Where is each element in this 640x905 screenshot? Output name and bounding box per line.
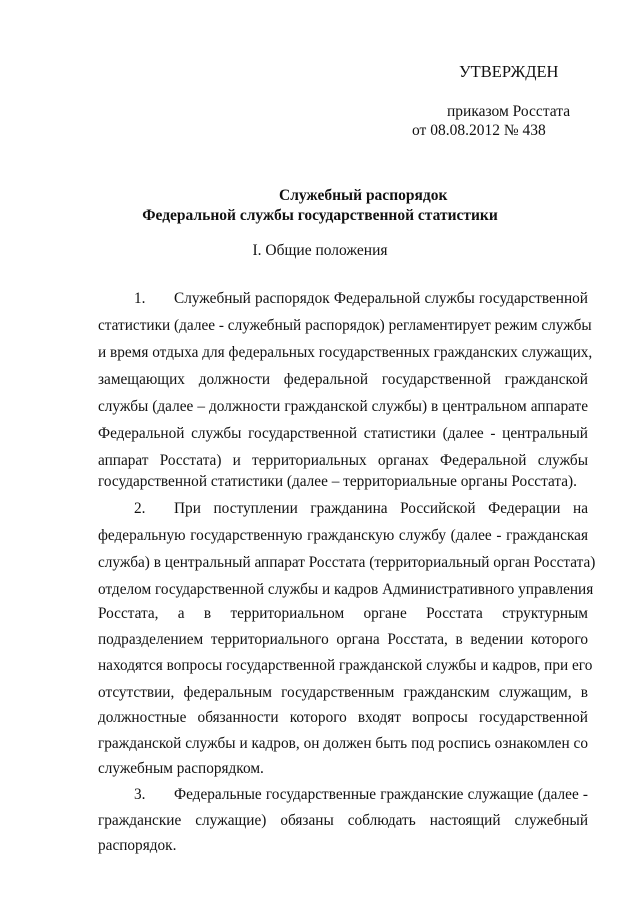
paragraph-1-line: службы (далее – должности гражданской службы) в центральном аппарате (98, 398, 588, 415)
paragraph-3-line: распорядок. (98, 837, 177, 854)
paragraph-1-line: статистики (далее - служебный распорядок) регламентирует режим службы (98, 317, 592, 334)
paragraph-2-line: Росстата, а в территориальном органе Росстата структурным (98, 605, 588, 622)
approval-order-date: от 08.08.2012 № 438 (412, 122, 546, 139)
paragraph-2-line: служебным распорядком. (98, 760, 264, 777)
paragraph-2-line: находятся вопросы государственной гражданской службы и кадров, при его (98, 657, 593, 674)
paragraph-number: 3. (134, 786, 146, 803)
section-heading: I. Общие положения (252, 242, 388, 259)
paragraph-2-line: отсутствии, федеральным государственным гражданским служащим, в (98, 684, 588, 701)
paragraph-number: 2. (134, 500, 146, 517)
paragraph-number: 1. (134, 290, 146, 307)
paragraph-1-line: Федеральной службы государственной статистики (далее - центральный (98, 425, 588, 442)
paragraph-text: Служебный распорядок Федеральной службы государственной (174, 290, 588, 307)
paragraph-text: Федеральные государственные гражданские служащие (далее - (174, 786, 588, 803)
paragraph-2-line (134, 499, 588, 519)
paragraph-2-line: подразделением территориального органа Росстата, в ведении которого (98, 631, 588, 648)
document-title: Служебный распорядок (279, 187, 448, 204)
paragraph-text: При поступлении гражданина Российской Федерации на (174, 500, 588, 517)
approval-order-text: приказом Росстата (447, 103, 571, 120)
paragraph-2-line: гражданской службы и кадров, он должен быть под роспись ознакомлен со (98, 735, 588, 752)
paragraph-1-line (134, 289, 588, 309)
approval-stamp-title: УТВЕРЖДЕН (459, 62, 559, 81)
paragraph-3-line (134, 785, 588, 805)
paragraph-2-line: федеральную государственную гражданскую службу (далее - гражданская (98, 527, 588, 544)
paragraph-1-line: замещающих должности федеральной государственной гражданской (98, 371, 588, 388)
paragraph-2-line: служба) в центральный аппарат Росстата (территориальный орган Росстата) (98, 554, 596, 571)
paragraph-1-line: аппарат Росстата) и территориальных органах Федеральной службы (98, 452, 588, 469)
paragraph-1-line: государственной статистики (далее – территориальные органы Росстата). (98, 473, 577, 490)
paragraph-2-line: должностные обязанности которого входят вопросы государственной (98, 709, 588, 726)
paragraph-2-line: отделом государственной службы и кадров Административного управления (98, 581, 594, 598)
paragraph-1-line: и время отдыха для федеральных государственных гражданских служащих, (98, 344, 593, 361)
paragraph-3-line: гражданские служащие) обязаны соблюдать настоящий служебный (98, 812, 588, 829)
document-subtitle: Федеральной службы государственной статистики (142, 207, 498, 224)
